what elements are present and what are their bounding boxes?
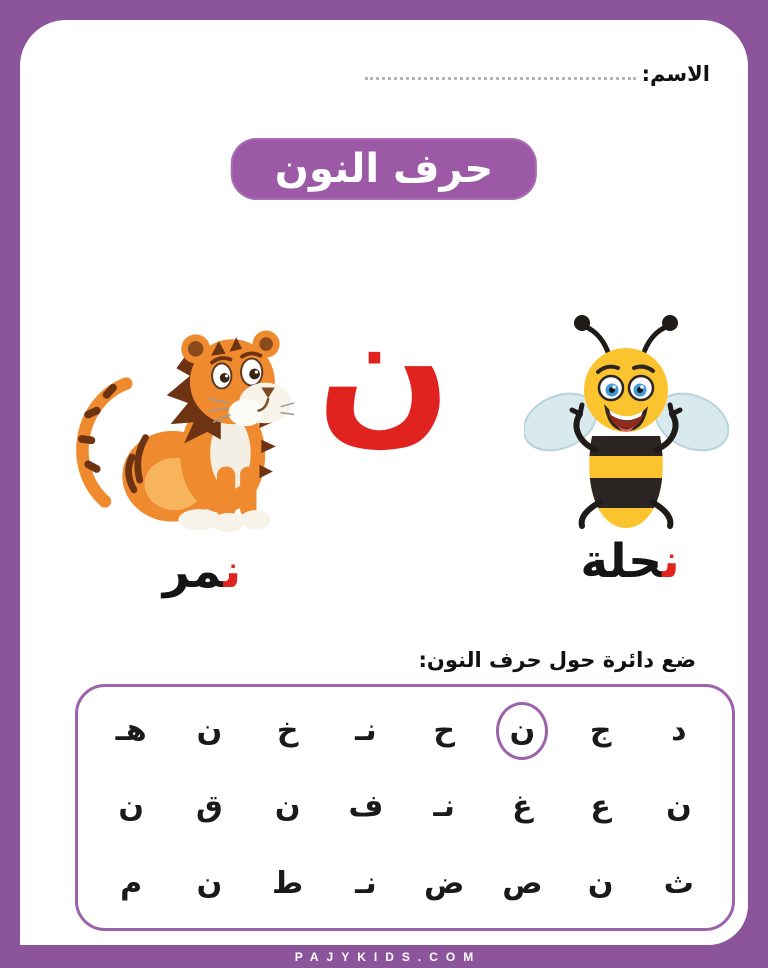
grid-letter: ف [348, 789, 384, 825]
grid-letter: خ [276, 713, 299, 749]
grid-letter: ع [590, 789, 611, 825]
bee-word-noon: ن‍ [661, 534, 680, 589]
grid-cell[interactable] [640, 846, 718, 922]
bee-illustration [524, 310, 729, 540]
grid-letter: ن [118, 789, 144, 825]
grid-letter: غ [512, 789, 533, 825]
name-label: الاسم: [641, 62, 710, 86]
grid-cell[interactable] [562, 693, 640, 769]
letter-grid-box [75, 684, 735, 931]
grid-cell[interactable] [92, 846, 170, 922]
grid-cell[interactable] [327, 693, 405, 769]
grid-cell[interactable] [327, 846, 405, 922]
letter-grid [78, 687, 732, 928]
activity-instruction: ضع دائرة حول حرف النون: [418, 648, 696, 672]
grid-cell[interactable] [483, 769, 561, 845]
bee-word-rest: ‍حلة [580, 534, 662, 589]
footer-site-text: PAJYKIDS.COM [294, 949, 482, 964]
circle-mark [496, 702, 548, 760]
grid-letter: ث [663, 865, 694, 901]
grid-letter: ط [272, 865, 304, 901]
grid-letter: ج [589, 713, 612, 749]
grid-letter: ق [195, 789, 223, 825]
name-row [365, 62, 710, 87]
grid-letter: ص [502, 865, 543, 901]
grid-letter: ن [196, 713, 223, 749]
bee-word [540, 534, 720, 589]
grid-letter: هـ [115, 713, 147, 749]
grid-cell[interactable] [92, 693, 170, 769]
bee-svg [524, 310, 729, 536]
grid-letter: د [671, 713, 687, 749]
grid-cell[interactable] [249, 846, 327, 922]
tiger-word [112, 544, 292, 599]
page-title: حرف النون [274, 146, 494, 192]
footer-bar [0, 945, 768, 968]
grid-cell[interactable] [405, 769, 483, 845]
grid-letter: ن [666, 789, 692, 825]
grid-letter: نـ [355, 713, 377, 749]
tiger-word-rest: ‍مر [162, 544, 224, 599]
name-write-line[interactable] [365, 77, 636, 80]
grid-letter: ن [509, 713, 536, 749]
grid-cell[interactable] [170, 693, 248, 769]
grid-letter: ن [274, 789, 301, 825]
grid-cell[interactable] [405, 846, 483, 922]
grid-cell[interactable] [92, 769, 170, 845]
grid-cell[interactable] [640, 693, 718, 769]
worksheet-page [20, 20, 748, 945]
grid-letter: ن [196, 865, 223, 901]
grid-letter: ض [423, 865, 465, 901]
grid-cell[interactable] [562, 846, 640, 922]
grid-cell[interactable] [640, 769, 718, 845]
tiger-word-noon: ن‍ [223, 544, 242, 599]
grid-letter: ن [587, 865, 614, 901]
grid-cell[interactable] [249, 693, 327, 769]
grid-letter: نـ [355, 865, 377, 901]
big-letter-noon: ن [316, 278, 452, 462]
tiger-svg [76, 318, 298, 540]
grid-cell[interactable] [249, 769, 327, 845]
grid-cell[interactable] [327, 769, 405, 845]
tiger-illustration [76, 318, 298, 544]
grid-cell[interactable] [483, 846, 561, 922]
grid-cell[interactable] [562, 769, 640, 845]
grid-cell[interactable] [405, 693, 483, 769]
grid-letter: ح [433, 713, 455, 749]
grid-cell[interactable] [483, 693, 561, 769]
grid-letter: م [120, 865, 143, 901]
grid-letter: نـ [433, 789, 455, 825]
grid-cell[interactable] [170, 769, 248, 845]
title-badge [231, 138, 537, 200]
grid-cell[interactable] [170, 846, 248, 922]
